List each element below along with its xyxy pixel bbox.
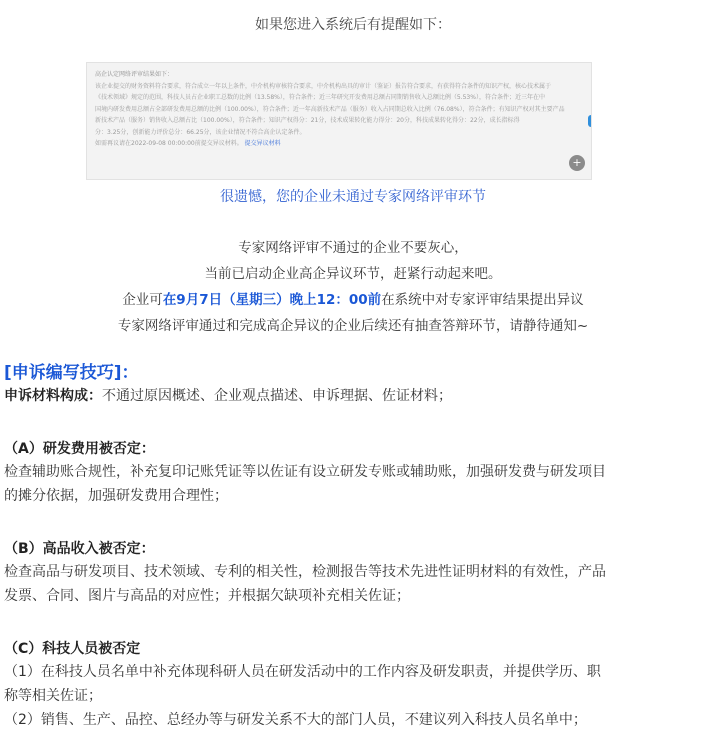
section-a-title: （A）研发费用被否定： bbox=[4, 441, 155, 457]
composition-line: 申诉材料构成：不通过原因概述、企业观点描述、申诉理据、佐证材料； bbox=[4, 388, 452, 404]
section-a-line-2: 的摊分依据，加强研发费用合理性； bbox=[4, 488, 228, 504]
review-result-screenshot bbox=[86, 62, 592, 180]
message-line-3: 企业可在9月7日（星期三）晚上12：00前在系统中对专家评审结果提出异议 bbox=[122, 292, 584, 308]
notice-line: 《技术领域》规定的范围，科技人员占企业职工总数的比例（13.58%），符合条件；近三年研究开发费用总额占同期销售收入总额比例（5.53%），符合条件；近三年在中 bbox=[95, 94, 545, 101]
scroll-handle[interactable] bbox=[588, 115, 592, 127]
message-line-4: 专家网络评审通过和完成高企异议的企业后续还有抽查答辩环节，请静待通知~ bbox=[117, 318, 589, 334]
message-line-2: 当前已启动企业高企异议环节，赶紧行动起来吧。 bbox=[204, 266, 502, 282]
notice-line: 国境内研发费用总额占全部研发费用总额的比例（100.00%），符合条件；近一年高新技术产品（服务）收入占同期总收入比例（76.08%），符合条件；有知识产权对其主要产品 bbox=[95, 105, 565, 113]
tips-heading: [申诉编写技巧]： bbox=[4, 363, 139, 383]
section-c-line-1: （1）在科技人员名单中补充体现科研人员在研发活动中的工作内容及研发职责，并提供学历、职 bbox=[4, 664, 601, 680]
notice-line: 新技术产品（服务）销售收入总额占比（100.00%），符合条件；知识产权得分：21分，技术成果转化能力得分：20分，科技成果转化得分：22分，成长指标得 bbox=[95, 117, 520, 124]
message-line-1: 专家网络评审不通过的企业不要灰心， bbox=[238, 240, 468, 256]
section-a-line-1: 检查辅助账合规性，补充复印记账凭证等以佐证有设立研发专账或辅助账，加强研发费与研发项目 bbox=[4, 464, 606, 480]
notice-line: 该企业提交的财务资料符合要求，符合成立一年以上条件，中介机构审核符合要求，中介机构出具的审计（鉴证）报告符合要求，有获得符合条件的知识产权，核心技术属于 bbox=[95, 82, 552, 90]
section-c-title: （C）科技人员被否定 bbox=[4, 641, 141, 657]
notice-title: 高企认定网络评审结果如下： bbox=[95, 71, 174, 78]
section-b-line-1: 检查高品与研发项目、技术领域、专利的相关性，检测报告等技术先进性证明材料的有效性，产品 bbox=[4, 564, 606, 580]
section-b-line-2: 发票、合同、图片与高品的对应性；并根据欠缺项补充相关佐证； bbox=[4, 588, 410, 604]
deadline-highlight: 在9月7日（星期三）晚上12：00前 bbox=[162, 292, 382, 308]
section-c-line-3: （2）销售、生产、品控、总经办等与研发关系不大的部门人员，不建议列入科技人员名单中； bbox=[4, 712, 587, 728]
image-caption: 很遗憾，您的企业未通过专家网络评审环节 bbox=[220, 189, 486, 205]
zoom-in-icon[interactable]: + bbox=[569, 155, 585, 171]
section-c-line-2: 称等相关佐证； bbox=[4, 688, 102, 704]
submit-objection-link[interactable]: 提交异议材料 bbox=[244, 140, 281, 147]
notice-line: 如需再议请在2022-09-08 00:00:00前提交异议材料。 提交异议材料 bbox=[95, 140, 281, 147]
notice-line: 分：3.25分，创新能力评价总分：66.25分，该企业情况不符合高企认定条件。 bbox=[95, 128, 306, 136]
section-b-title: （B）高品收入被否定： bbox=[4, 541, 155, 557]
intro-text: 如果您进入系统后有提醒如下： bbox=[255, 17, 451, 33]
